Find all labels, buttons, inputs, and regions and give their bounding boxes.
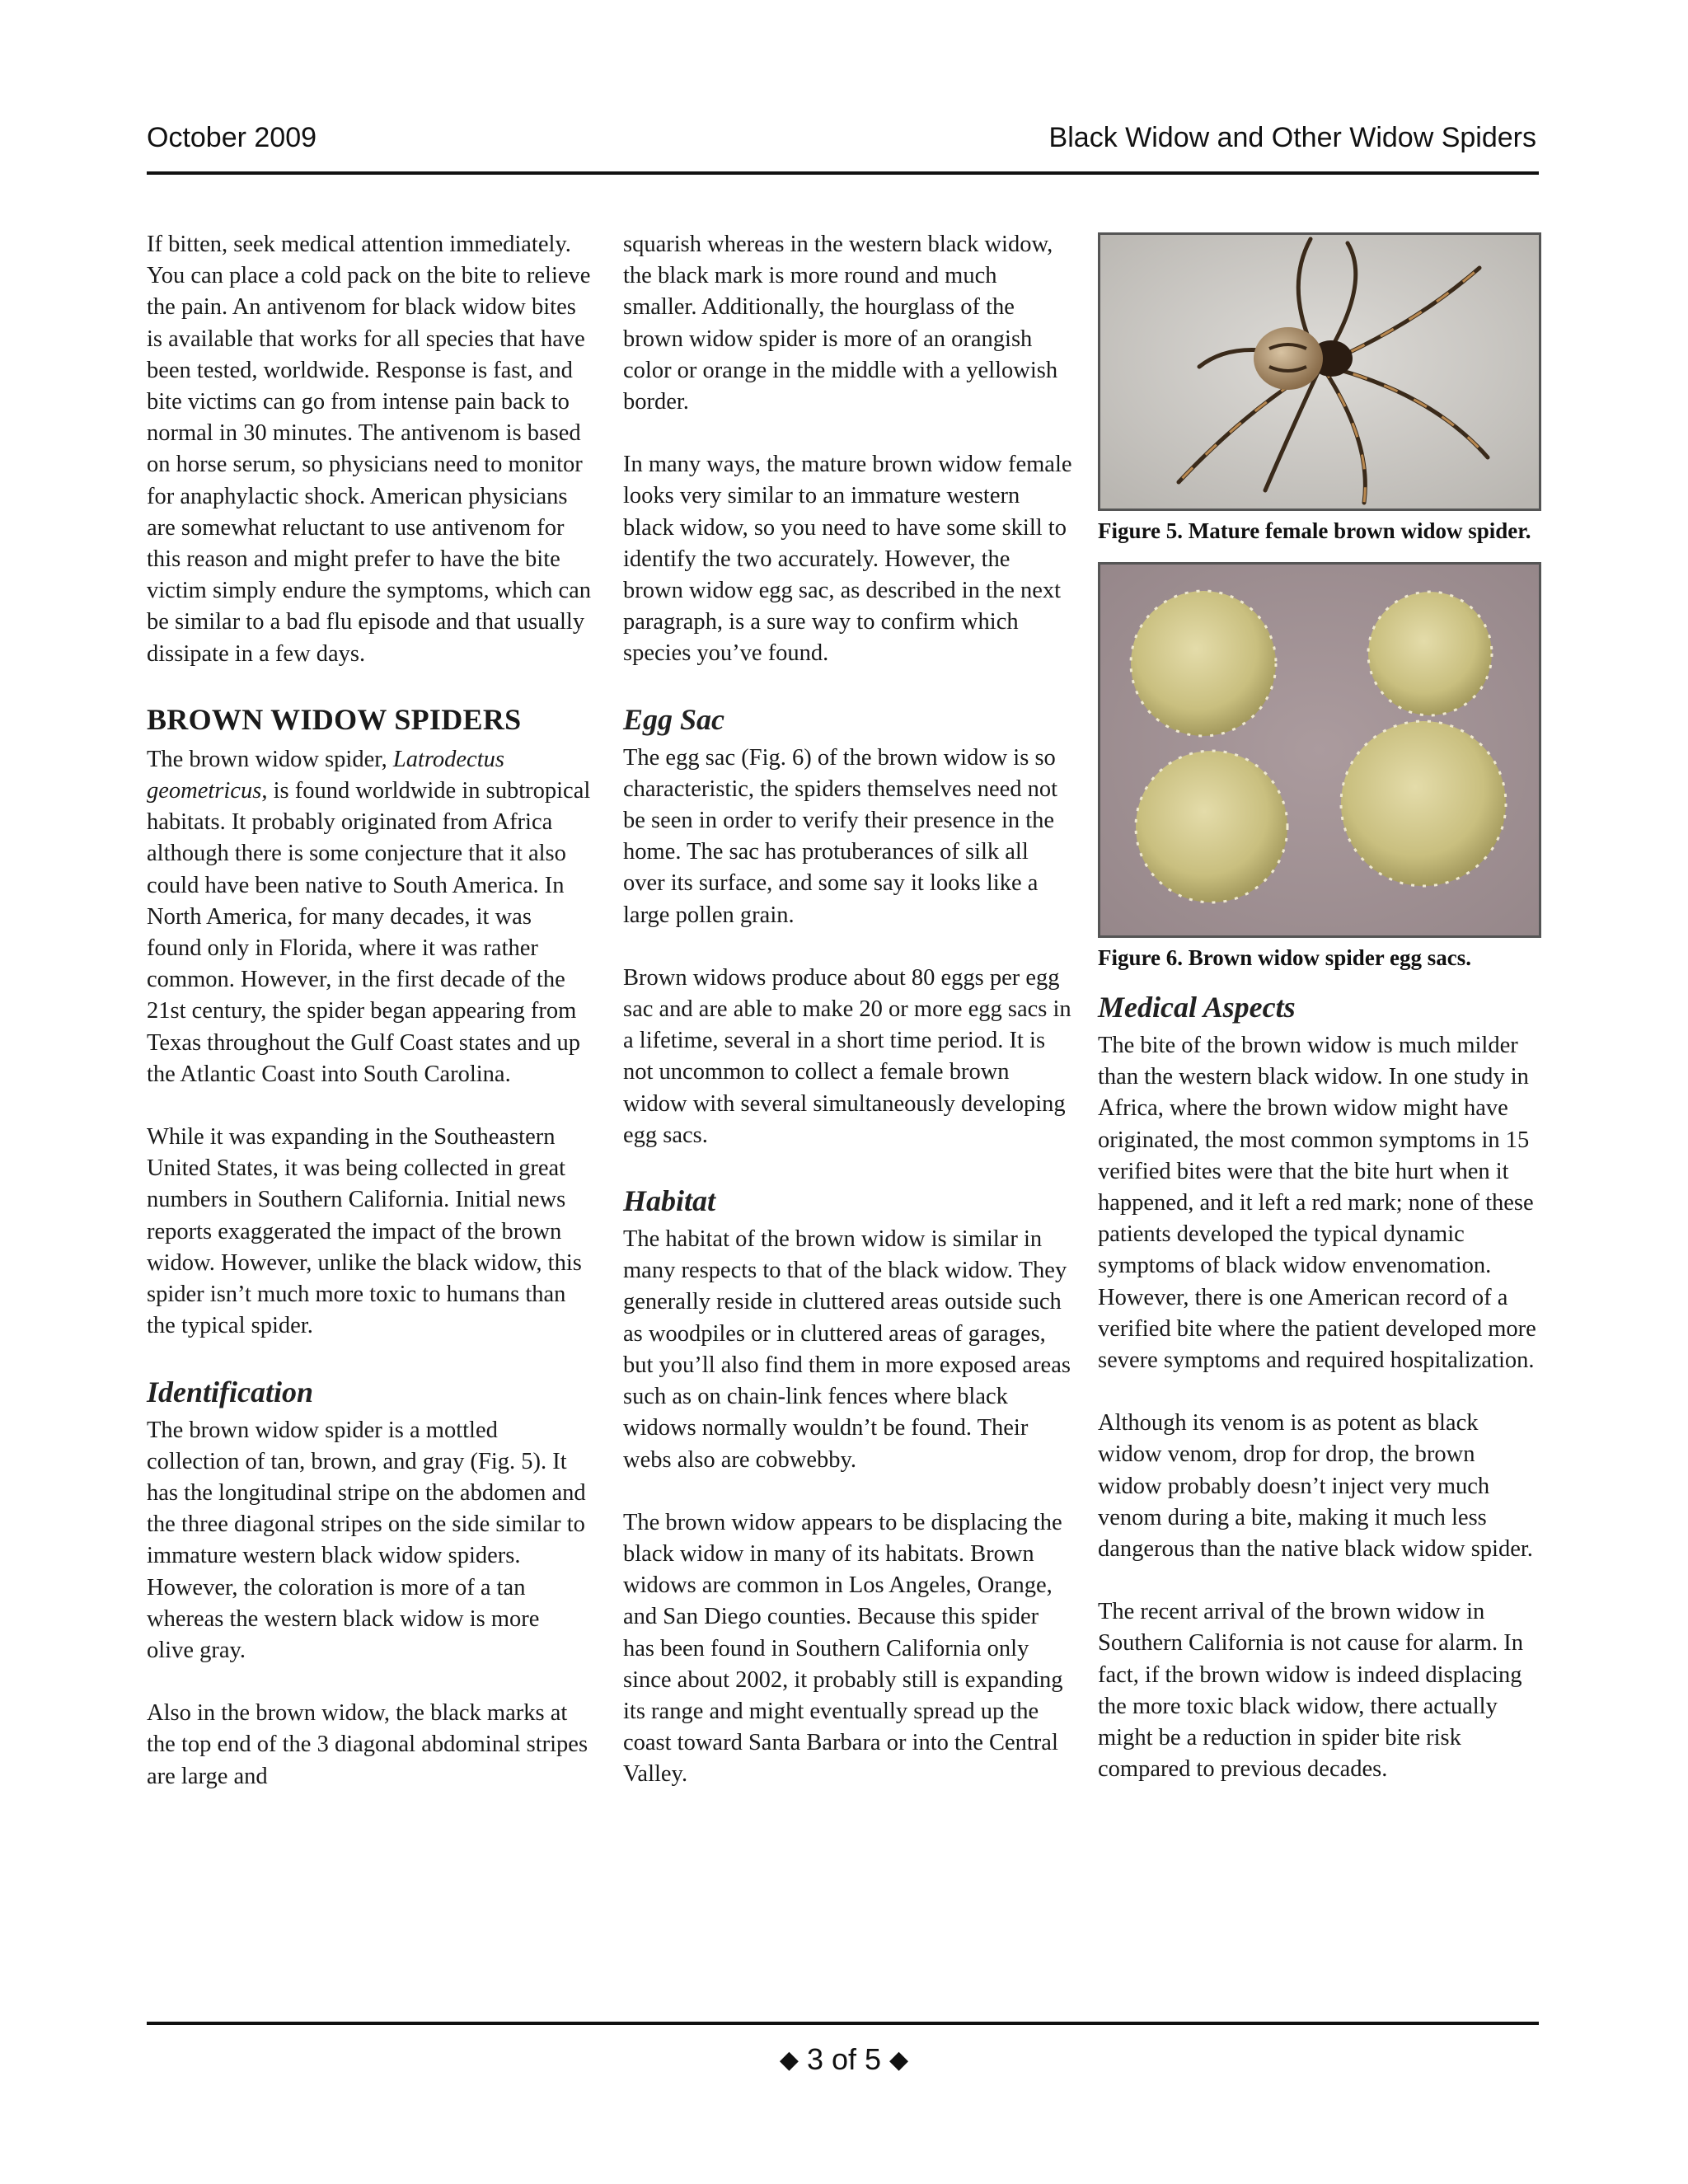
text: , is found worldwide in subtropical habitats. It probably originated from Africa although there is some conjecture that it also could have been native to South America. In North America, for many decades, it was found only in Florida, where it was rather common. However, in the first decade of the 21st century, the spider began appearing from Texas throughout the Gulf Coast states and up the Atlantic Coast into South Carolina. [147,778,591,1087]
paragraph: The egg sac (Fig. 6) of the brown widow is so characteristic, the spiders themselves need not be seen in order to verify their presence in the home. The sac has protuberances of silk all over its surface, and some say it looks like a large pollen grain. [623,744,1058,928]
figure-5-caption: Figure 5. Mature female brown widow spider. [1098,518,1531,543]
paragraph: The brown widow spider is a mottled collection of tan, brown, and gray (Fig. 5). It has the longitudinal stripe on the abdomen and the three diagonal stripes on the side similar to immature western black widow spiders. However, the coloration is more of a tan whereas the western black widow is more olive gray. [147,1417,586,1663]
header-title: Black Widow and Other Widow Spiders [1048,122,1536,153]
paragraph: The brown widow appears to be displacing the black widow in many of its habitats. Brown widows are common in Los Angeles, Orange, and San Diego counties. Because this spider has been found in Southern California only since about 2002, it probably still is expanding its range and might eventually spread up the coast toward Santa Barbara or into the Central Valley. [623,1509,1063,1788]
species-name: Latrodectus geometricus [147,746,504,804]
subheading-egg-sac: Egg Sac [623,702,725,736]
footer-rule [147,2022,1539,2025]
figure-6-caption: Figure 6. Brown widow spider egg sacs. [1098,945,1472,970]
paragraph: Also in the brown widow, the black marks at the top end of the 3 diagonal abdominal stripes are large and [147,1700,588,1789]
figure-6-egg-sacs-photo [1098,562,1541,938]
subheading-habitat: Habitat [623,1184,716,1218]
left-arrow-icon: ◆ [779,2046,799,2074]
section-heading: BROWN WIDOW SPIDERS [147,702,522,736]
paragraph: In many ways, the mature brown widow female looks very similar to an immature western black widow, so you need to have some skill to identify the two accurately. However, the brown widow egg sac, as described in the next paragraph, is a sure way to confirm which species you’ve found. [623,452,1072,667]
figure-5-spider-photo [1098,232,1541,511]
paragraph: While it was expanding in the Southeastern United States, it was being collected in great numbers in Southern California. Initial news reports exaggerated the impact of the brown widow. However, unlike the black widow, this spider isn’t much more toxic to humans than the typical spider. [147,1124,582,1339]
spider-illustration [1100,235,1539,509]
column-1 [147,229,592,1793]
paragraph: The recent arrival of the brown widow in Southern California is not cause for alarm. In fact, if the brown widow is indeed displacing the more toxic black widow, there actually might be a reduction in spider bite risk compared to previous decades. [1098,1599,1524,1783]
page-footer [0,2042,1688,2077]
paragraph: The habitat of the brown widow is similar in many respects to that of the black widow. They generally reside in cluttered areas outside such as woodpiles or in cluttered areas of garages, but you’ll also find them in more exposed areas such as on chain-link fences where black widows normally wouldn’t be found. Their webs also are cobwebby. [623,1226,1071,1473]
subheading-medical-aspects: Medical Aspects [1098,991,1296,1024]
header-rule [147,171,1539,175]
right-arrow-icon: ◆ [889,2046,909,2074]
page-number: 3 of 5 [806,2042,882,2076]
header-date: October 2009 [147,122,317,153]
paragraph: The bite of the brown widow is much milder than the western black widow. In one study in Africa, where the brown widow might have originated, the most common symptoms in 15 verified bites were that the bite hurt when it happened, and it left a red mark; none of these patients developed the typical dynamic symptoms of black widow envenomation. However, there is one American record of a verified bite where the patient developed more severe symptoms and required hospitalization. [1098,1033,1536,1374]
text: The brown widow spider, [147,746,393,772]
egg-sacs-illustration [1100,565,1539,935]
paragraph [147,744,592,1090]
column-3 [1098,232,1543,1785]
paragraph: Although its venom is as potent as black widow venom, drop for drop, the brown widow probably doesn’t inject very much venom during a bite, making it much less dangerous than the native black widow spider. [1098,1410,1533,1563]
column-2 [623,229,1072,1791]
subheading-identification: Identification [147,1375,314,1408]
paragraph: squarish whereas in the western black widow, the black mark is more round and much smaller. Additionally, the hourglass of the brown widow spider is more of an orangish color or orange in the middle with a yellowish border. [623,232,1058,415]
paragraph: Brown widows produce about 80 eggs per egg sac and are able to make 20 or more egg sacs in a lifetime, several in a short time period. It is not uncommon to collect a female brown widow with several simultaneously developing egg sacs. [623,964,1071,1148]
paragraph: If bitten, seek medical attention immediately. You can place a cold pack on the bite to relieve the pain. An antivenom for black widow bites is available that works for all species that have been tested, worldwide. Response is fast, and bite victims can go from intense pain back to normal in 30 minutes. The antivenom is based on horse serum, so physicians need to monitor for anaphylactic shock. American physicians are somewhat reluctant to use antivenom for this reason and might prefer to have the bite victim simply endure the symptoms, which can be similar to a bad flu episode and that usually dissipate in a few days. [147,232,592,667]
